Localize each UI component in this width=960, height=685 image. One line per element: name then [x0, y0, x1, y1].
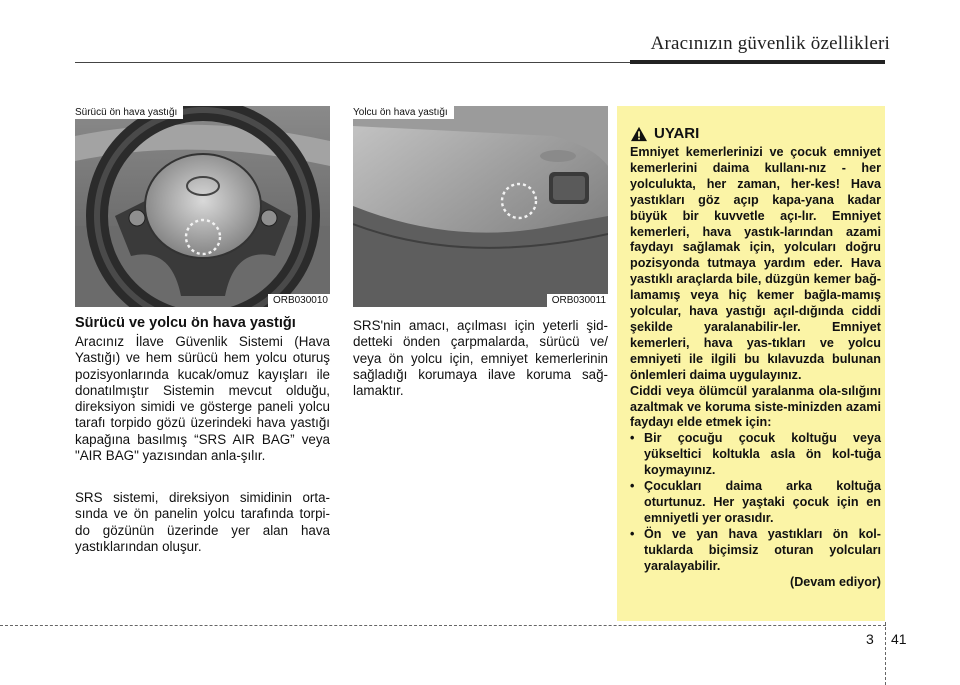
figure-code: ORB030010 — [268, 294, 330, 307]
list-item: • Bir çocuğu çocuk koltuğu veya yükseltici koltukla asla ön kol-tuğa koymayınız. — [630, 431, 881, 478]
header-title: Aracınızın güvenlik özellikleri — [650, 33, 890, 54]
passenger-airbag-figure — [353, 106, 608, 307]
warning-text-2: Ciddi veya ölümcül yaralanma ola-sılığını azaltmak ve koruma siste-minizden azami faydayı elde etmek için: — [630, 383, 881, 430]
warning-text-1: Emniyet kemerlerinizi ve çocuk emniyet kemerlerini daima kullanı-nız - her yolculukta, her zaman, her-kes! Hava yastıkları göz açıp kapa-yana kadar büyük bir kuvvetle açı-lır. Emniyet kemerleri, hava yastık-larından azami faydayı sağlamak için, yolcuları doğru pozisyonda tutmaya yardım eder. Hava yastıklı araçlarda bile, düzgün kemer bağ-lamamış veya hiç kemer bağla-mamış yolcular, hava yastığı açıl-dığında ciddi şekilde yaralanabilir-ler. Emniyet kemerleri, hava yas-tıkları ve yolcu emniyeti ile ilgili bu kılavuzda bulunan önlemleri daima uygulayınız. — [630, 145, 881, 382]
figure-caption: Yolcu ön hava yastığı — [353, 106, 454, 119]
warning-box — [617, 106, 885, 621]
section-heading: Sürücü ve yolcu ön hava yastığı — [75, 315, 296, 331]
driver-airbag-figure — [75, 106, 330, 307]
bullet-text: Ön ve yan hava yastıkları ön kol-tuklarda biçimsiz oturan yolcuları yaralayabilir. — [644, 526, 881, 573]
warning-triangle-icon — [630, 126, 648, 142]
warning-title-row — [630, 126, 881, 142]
section-number: 3 — [866, 631, 874, 647]
warning-bullets — [630, 431, 881, 574]
page-divider — [885, 622, 886, 685]
continued-note: (Devam ediyor) — [790, 575, 881, 590]
middle-paragraph-1: SRS'nin amacı, açılması için yeterli şid-detteki önden çarpmalarda, sürücü ve/ veya ön yolcu için, emniyet kemerlerinin sağladığı korumaya ilave koruma sağ-lamaktır. — [353, 318, 608, 399]
list-item: • Çocukları daima arka koltuğa oturtunuz. Her yaştaki çocuk için en emniyetli yer orasıdır. — [630, 479, 881, 525]
header-rule-accent — [630, 60, 885, 64]
footer-rule — [0, 625, 886, 626]
figure-code: ORB030011 — [547, 294, 608, 307]
list-item: • Ön ve yan hava yastıkları ön kol-tuklarda biçimsiz oturan yolcuları yaralayabilir. — [630, 526, 881, 573]
figure-caption: Sürücü ön hava yastığı — [75, 106, 183, 119]
dashboard-illustration — [353, 106, 608, 307]
left-paragraph-2: SRS sistemi, direksiyon simidinin orta-sında ve ön panelin yolcu tarafında torpi-do gözünün üzerinde yer alan hava yastıklarından oluşur. — [75, 490, 330, 554]
page-number: 41 — [891, 631, 907, 647]
steering-wheel-illustration — [75, 106, 330, 307]
bullet-text: Çocukları daima arka koltuğa oturtunuz. Her yaştaki çocuk için en emniyetli yer orasıdır. — [644, 479, 881, 525]
warning-content — [630, 126, 881, 591]
bullet-text: Bir çocuğu çocuk koltuğu veya yükseltici koltukla asla ön kol-tuğa koymayınız. — [644, 431, 881, 478]
left-paragraph-1: Aracınız İlave Güvenlik Sistemi (Hava Yastığı) ve hem sürücü hem yolcu oturuş pozisyonlarında kucak/omuz kayışları ile donatılmıştır Sistemin mevcut olduğu, direksiyon simidi ve gösterge paneli yolcu tarafı torpido gözü üzerindeki hava yastığı kapağına basılmış “SRS AIR BAG” veya "AIR BAG" yazısından anla-şılır. — [75, 334, 330, 464]
warning-title: UYARI — [654, 125, 700, 143]
